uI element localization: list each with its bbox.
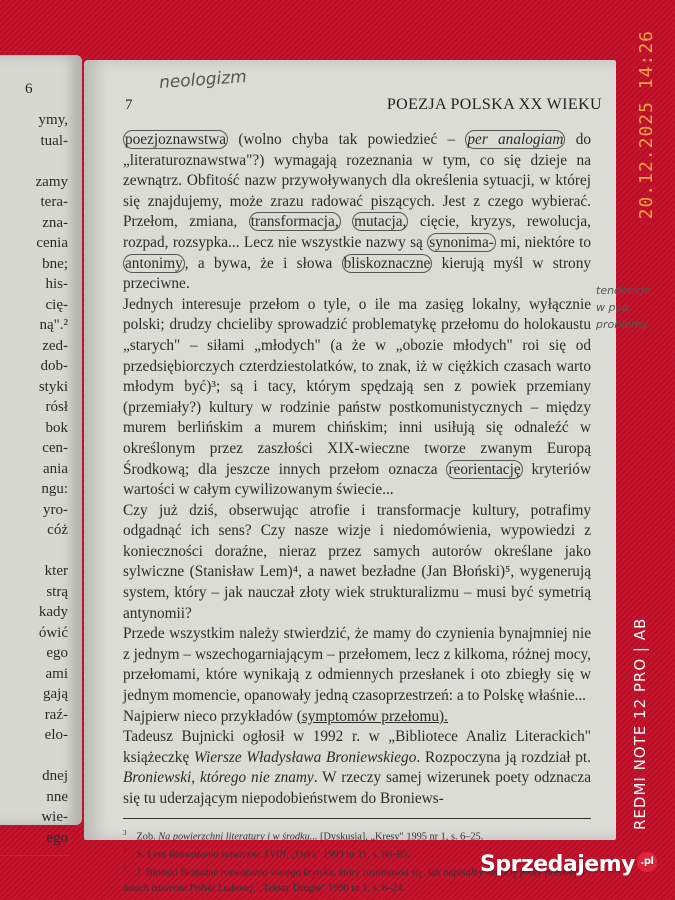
text: Tadeusz Bujnicki ogłosił w 1992 r. w „Bibliotece Analiz Literackich" książeczkę <box>123 728 591 766</box>
left-line-fragment: ną".² <box>39 317 68 333</box>
text: [Dyskusja], „Kresy" 1995 nr 1, s. 6–25. <box>317 831 484 843</box>
left-line-fragment: dnej <box>42 768 68 784</box>
text: Bezładne rozważania starego krytyka, który zastanawia się, jak napisałby historię prozy polskiej w latach istnienia Polski Ludowej <box>123 867 587 894</box>
paragraph <box>123 295 591 501</box>
text: J. Błoński <box>136 867 181 879</box>
paragraph <box>123 727 591 809</box>
timestamp: 20.12.2025 14:26 <box>636 30 657 220</box>
circled-word: poezjoznawstwa <box>125 131 227 148</box>
left-page <box>0 55 82 846</box>
left-line-fragment <box>36 151 68 172</box>
italic-title: Wiersze Władysława Broniewskiego <box>194 748 417 766</box>
left-line-fragment: tera- <box>40 194 68 210</box>
left-line-fragment: styki <box>38 378 68 395</box>
circled-word: synonima- <box>429 233 494 251</box>
left-line-fragment: ego <box>46 829 68 846</box>
text: mi, niektóre to <box>495 233 591 251</box>
left-line-fragment: wie- <box>41 809 68 825</box>
logo-badge: .pl <box>637 852 657 872</box>
left-line-fragment: bne; <box>42 255 68 272</box>
device-watermark: REDMI NOTE 12 PRO | AB <box>631 617 649 830</box>
circled-word: bliskoznaczne <box>343 254 431 272</box>
text: , „Teksty Drugie" 1990 nr 1, s. 6–24. <box>253 882 406 894</box>
left-line-fragment: cenia <box>36 235 68 251</box>
circled-word: mutacja, <box>354 213 407 231</box>
left-line-fragment: ania <box>43 460 68 477</box>
text: tendencje <box>596 284 651 297</box>
left-line-fragment <box>36 746 68 767</box>
footnote-rule <box>123 818 591 819</box>
paragraph: Czy już dziś, obserwując atrofie i transformacje kultury, potrafimy odgadnąć ich sens? Czy nasze wizje i niedomówienia, wypowiedzi z konieczności doraźne, nieraz przez samych autorów określane jako sylwiczne (Stanisław Lem)⁴, a nawet bezładne (Jan Błoński)⁵, wygenerują system, który – jak nauczał złoty wiek strukturalizmu – musi być symetrią antynomii? <box>123 501 591 622</box>
text: Na powierzchni literatury i w środku... <box>158 831 318 843</box>
text: S. Lem <box>136 849 169 861</box>
left-line-fragment: ami <box>45 665 68 682</box>
left-line-fragment: strą <box>46 583 68 600</box>
text: Rozważania sylwiczne XVIII <box>168 849 287 861</box>
body-text <box>123 130 591 810</box>
text: Najpierw nieco przykładów <box>123 707 297 725</box>
text: kryteriów wartości w całym cywilizowanym świecie... <box>123 460 591 499</box>
left-line-fragment: kady <box>38 604 68 620</box>
left-line-fragment: kter <box>44 563 68 579</box>
footnote-number: 5 <box>123 865 127 874</box>
text: . Rozpoczyna ją rozdział pt. <box>416 748 591 766</box>
text-column <box>123 130 591 896</box>
left-line-fragment: ówić <box>38 624 68 641</box>
sprzedajemy-logo <box>480 852 657 877</box>
circled-word: reorientację <box>448 460 521 478</box>
text: problemy <box>596 318 649 331</box>
left-page-number: 6 <box>25 81 33 97</box>
left-line-fragment: zamy <box>35 173 68 190</box>
text: , „Odra" 1993 nr 11, s. 80–85. <box>286 849 411 861</box>
left-line-fragment: cię- <box>45 296 68 313</box>
left-line-fragment: gają <box>43 686 68 702</box>
text: do „literaturoznawstwa"?) wymagają rozeznania w tym, co się dzieje na zewnątrz. Obfitość nazw przywoływanych dla określenia sytuacji, w której się znajdujemy, może zrazu radować piszących. Jest z czego wybierać. Przełom, zmiana, <box>123 131 592 231</box>
text: (wolno chyba tak powiedzieć – <box>228 131 466 148</box>
footnote-number: 4 <box>123 847 127 856</box>
left-line-fragment <box>36 541 68 562</box>
left-footnote-rule <box>0 855 70 856</box>
left-line-fragment: cen- <box>42 440 68 456</box>
paragraph <box>123 707 591 728</box>
text: Jednych interesuje przełom o tyle, o ile ma zasięg lokalny, wyłącznie polski; drudzy chcieliby sprowadzić problematykę przełomu do holokaustu „starych" – siłami „młodych" (a że w „obozie młodych" roi się od przedsiębiorczych czterdziestolatków, to znak, iż w ciężkich czasach warto młodym być)³; są i tacy, którym spędzają sen z powiek przemiany (przemiały?) kultury w rodzinie państw postkomunistycznych – między murem berlińskim a murem chińskim; inni usiłują się odnaleźć w określonym przez zaszłości XIX-wieczne tworze zwanym Europą Środkową; dla jeszcze innych przełom oznacza <box>123 295 591 478</box>
running-head: POEZJA POLSKA XX WIEKU <box>386 96 602 113</box>
page-number: 7 <box>125 97 133 113</box>
paragraph <box>123 130 591 295</box>
left-line-fragment: yro- <box>43 501 68 518</box>
left-line-fragment: cóż <box>47 522 68 538</box>
left-line-fragment: rósł <box>45 399 68 415</box>
left-line-fragment: raź- <box>44 706 68 723</box>
left-line-fragment: nne <box>46 788 68 805</box>
left-line-fragment: zed- <box>42 337 68 354</box>
circled-word: transformacja, <box>250 213 339 231</box>
handwritten-note: neologizm <box>158 66 248 94</box>
text <box>341 213 352 230</box>
left-line-fragment: ego <box>46 645 68 661</box>
text: cięcie, kryzys, rewolucja, rozpad, rozsypka... Lecz nie wszystkie nazwy są <box>123 213 591 251</box>
text: . W rzeczy samej wizerunek poety odznacza się tu uderzającym niepodobieństwem do Broniews- <box>123 769 591 807</box>
text: , a bywa, że i słowa <box>184 254 342 272</box>
left-page-text <box>36 110 68 848</box>
circled-word: per analogiam <box>467 131 564 148</box>
handwritten-margin-note <box>596 282 651 333</box>
left-line-fragment: bok <box>45 419 68 436</box>
footnote <box>123 826 591 844</box>
left-line-fragment: zna- <box>42 214 68 231</box>
left-line-fragment: dob- <box>40 358 68 374</box>
logo-text: Sprzedajemy <box>480 852 635 877</box>
footnote-number: 3 <box>123 828 127 837</box>
left-line-fragment: his- <box>45 276 68 292</box>
italic-title: Broniewski, którego nie znamy <box>123 769 314 787</box>
text: w pop <box>596 301 630 314</box>
text: Zob. <box>136 831 159 843</box>
left-line-fragment: tual- <box>40 132 68 149</box>
left-line-fragment: ngu: <box>41 481 68 497</box>
circled-word: antonimy <box>125 254 183 272</box>
left-line-fragment: elo- <box>44 727 68 743</box>
underlined-phrase: (symptomów przełomu). <box>296 707 448 725</box>
text: kierują myśl w strony przeciwne. <box>123 254 591 293</box>
paragraph: Przede wszystkim należy stwierdzić, że mamy do czynienia bynajmniej nie z jednym – wszechogarniającym – przełomem, lecz z kilkoma, różnej mocy, przełomami, które wynikają z odmiennych przesłanek i oto zbiegły się w jednym momencie, opanowały jedną czasoprzestrzeń: a to Polskę właśnie... <box>123 625 591 705</box>
left-line-fragment: ymy, <box>38 112 68 128</box>
